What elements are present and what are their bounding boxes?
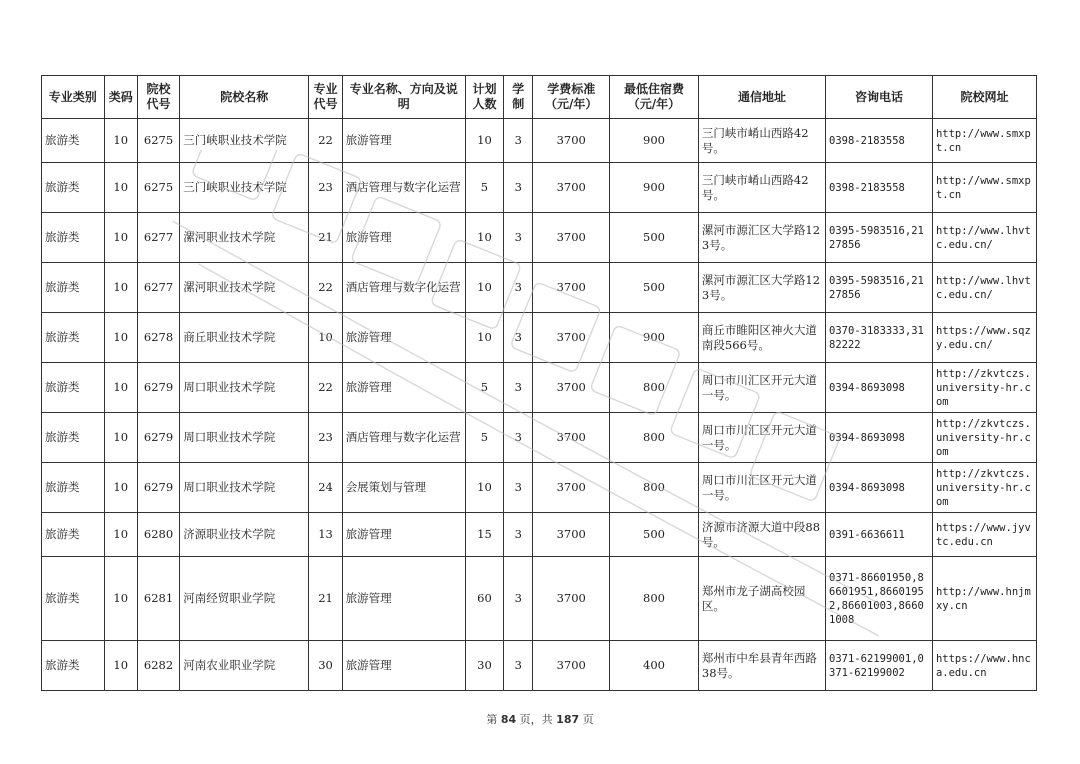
cell-major-code: 22 [309,119,342,163]
cell-address: 周口市川汇区开元大道一号。 [698,463,825,513]
page-suffix: 页 [582,713,594,726]
cell-phone: 0394-8693098 [826,363,933,413]
header-col-school-name: 院校名称 [180,76,309,119]
header-col-website: 院校网址 [932,76,1036,119]
cell-school-name: 济源职业技术学院 [180,513,309,557]
cell-class-code: 10 [104,463,137,513]
cell-school-code: 6279 [137,413,179,463]
table-body [42,119,1037,691]
cell-plan-count: 5 [465,363,503,413]
cell-school-code: 6278 [137,313,179,363]
header-col-duration: 学制 [504,76,533,119]
header-col-major-code: 专业代号 [309,76,342,119]
cell-housing: 400 [610,641,699,691]
cell-school-code: 6275 [137,163,179,213]
cell-phone: 0371-62199001,0371-62199002 [826,641,933,691]
page-current: 84 [500,713,517,726]
cell-duration: 3 [504,413,533,463]
cell-plan-count: 5 [465,163,503,213]
cell-address: 商丘市睢阳区神火大道南段566号。 [698,313,825,363]
cell-tuition: 3700 [533,163,610,213]
cell-phone: 0395-5983516,2127856 [826,263,933,313]
cell-address: 郑州市中牟县青年西路38号。 [698,641,825,691]
cell-major-code: 24 [309,463,342,513]
table-row [42,557,1037,641]
header-col-major-name: 专业名称、方向及说明 [342,76,465,119]
table-row [42,413,1037,463]
cell-housing: 800 [610,557,699,641]
cell-phone: 0370-3183333,3182222 [826,313,933,363]
cell-major-name: 会展策划与管理 [342,463,465,513]
cell-major-name: 旅游管理 [342,557,465,641]
cell-phone: 0395-5983516,2127856 [826,213,933,263]
cell-class-code: 10 [104,213,137,263]
cell-housing: 800 [610,413,699,463]
cell-major-code: 21 [309,557,342,641]
cell-school-code: 6282 [137,641,179,691]
cell-website[interactable]: https://www.jyvtc.edu.cn [932,513,1036,557]
cell-phone: 0398-2183558 [826,163,933,213]
cell-class-code: 10 [104,363,137,413]
cell-housing: 500 [610,213,699,263]
table-row [42,213,1037,263]
cell-address: 三门峡市崤山西路42号。 [698,163,825,213]
page-mid: 页，共 [519,713,553,726]
cell-website[interactable]: http://www.hnjmxy.cn [932,557,1036,641]
cell-address: 漯河市源汇区大学路123号。 [698,263,825,313]
cell-class-code: 10 [104,413,137,463]
cell-category: 旅游类 [42,363,105,413]
cell-duration: 3 [504,119,533,163]
cell-school-name: 河南农业职业学院 [180,641,309,691]
cell-phone: 0391-6636611 [826,513,933,557]
cell-website[interactable]: http://zkvtczs.university-hr.com [932,363,1036,413]
cell-category: 旅游类 [42,557,105,641]
cell-major-code: 13 [309,513,342,557]
cell-class-code: 10 [104,263,137,313]
cell-website[interactable]: http://www.lhvtc.edu.cn/ [932,213,1036,263]
cell-tuition: 3700 [533,213,610,263]
cell-major-code: 23 [309,163,342,213]
cell-tuition: 3700 [533,557,610,641]
table-header-row [42,76,1037,119]
cell-plan-count: 30 [465,641,503,691]
cell-major-name: 旅游管理 [342,513,465,557]
cell-plan-count: 10 [465,213,503,263]
cell-website[interactable]: http://www.lhvtc.edu.cn/ [932,263,1036,313]
cell-housing: 900 [610,313,699,363]
cell-class-code: 10 [104,119,137,163]
cell-duration: 3 [504,163,533,213]
cell-phone: 0371-86601950,86601951,86601952,86601003,86601008 [826,557,933,641]
cell-class-code: 10 [104,557,137,641]
cell-school-code: 6280 [137,513,179,557]
cell-major-code: 22 [309,363,342,413]
cell-website[interactable]: http://www.smxpt.cn [932,163,1036,213]
cell-school-name: 漯河职业技术学院 [180,263,309,313]
cell-housing: 500 [610,513,699,557]
page-total: 187 [556,713,580,726]
cell-tuition: 3700 [533,313,610,363]
cell-category: 旅游类 [42,263,105,313]
cell-school-code: 6279 [137,363,179,413]
cell-website[interactable]: https://www.sqzy.edu.cn/ [932,313,1036,363]
cell-tuition: 3700 [533,119,610,163]
cell-major-name: 酒店管理与数字化运营 [342,413,465,463]
cell-duration: 3 [504,363,533,413]
cell-major-name: 旅游管理 [342,641,465,691]
cell-housing: 800 [610,363,699,413]
cell-category: 旅游类 [42,641,105,691]
page-footer [0,711,1080,727]
cell-website[interactable]: https://www.hnca.edu.cn [932,641,1036,691]
cell-website[interactable]: http://www.smxpt.cn [932,119,1036,163]
cell-class-code: 10 [104,513,137,557]
cell-housing: 900 [610,163,699,213]
cell-major-name: 旅游管理 [342,313,465,363]
header-col-tuition: 学费标准（元/年） [533,76,610,119]
cell-plan-count: 15 [465,513,503,557]
cell-school-name: 三门峡职业技术学院 [180,163,309,213]
cell-address: 漯河市源汇区大学路123号。 [698,213,825,263]
cell-address: 郑州市龙子湖高校园区。 [698,557,825,641]
cell-major-name: 旅游管理 [342,119,465,163]
header-col-class-code: 类码 [104,76,137,119]
cell-tuition: 3700 [533,413,610,463]
cell-plan-count: 5 [465,413,503,463]
cell-category: 旅游类 [42,463,105,513]
cell-duration: 3 [504,463,533,513]
table-row [42,163,1037,213]
cell-school-code: 6279 [137,463,179,513]
cell-category: 旅游类 [42,413,105,463]
cell-school-name: 周口职业技术学院 [180,463,309,513]
cell-category: 旅游类 [42,313,105,363]
cell-class-code: 10 [104,313,137,363]
cell-class-code: 10 [104,641,137,691]
cell-category: 旅游类 [42,213,105,263]
cell-school-name: 商丘职业技术学院 [180,313,309,363]
cell-website[interactable]: http://zkvtczs.university-hr.com [932,463,1036,513]
cell-category: 旅游类 [42,513,105,557]
cell-duration: 3 [504,557,533,641]
cell-school-code: 6277 [137,263,179,313]
cell-category: 旅游类 [42,119,105,163]
cell-major-code: 23 [309,413,342,463]
table-row [42,119,1037,163]
cell-housing: 900 [610,119,699,163]
header-col-category: 专业类别 [42,76,105,119]
cell-duration: 3 [504,513,533,557]
admissions-table-wrapper [41,75,1037,691]
cell-school-name: 周口职业技术学院 [180,413,309,463]
cell-school-name: 漯河职业技术学院 [180,213,309,263]
cell-plan-count: 10 [465,263,503,313]
cell-school-name: 三门峡职业技术学院 [180,119,309,163]
cell-plan-count: 60 [465,557,503,641]
table-row [42,463,1037,513]
cell-major-code: 10 [309,313,342,363]
cell-major-name: 旅游管理 [342,213,465,263]
header-col-address: 通信地址 [698,76,825,119]
cell-school-code: 6281 [137,557,179,641]
cell-plan-count: 10 [465,463,503,513]
cell-school-name: 河南经贸职业学院 [180,557,309,641]
cell-phone: 0394-8693098 [826,413,933,463]
table-row [42,363,1037,413]
cell-housing: 800 [610,463,699,513]
cell-housing: 500 [610,263,699,313]
table-row [42,641,1037,691]
cell-duration: 3 [504,263,533,313]
cell-address: 周口市川汇区开元大道一号。 [698,363,825,413]
cell-address: 三门峡市崤山西路42号。 [698,119,825,163]
header-col-plan-count: 计划人数 [465,76,503,119]
table-row [42,513,1037,557]
header-col-housing: 最低住宿费（元/年） [610,76,699,119]
cell-major-name: 酒店管理与数字化运营 [342,263,465,313]
cell-tuition: 3700 [533,363,610,413]
cell-address: 济源市济源大道中段88号。 [698,513,825,557]
cell-major-name: 旅游管理 [342,363,465,413]
cell-duration: 3 [504,313,533,363]
cell-website[interactable]: http://zkvtczs.university-hr.com [932,413,1036,463]
cell-tuition: 3700 [533,263,610,313]
page-prefix: 第 [486,713,498,726]
cell-address: 周口市川汇区开元大道一号。 [698,413,825,463]
cell-tuition: 3700 [533,463,610,513]
cell-plan-count: 10 [465,313,503,363]
table-row [42,313,1037,363]
cell-major-code: 30 [309,641,342,691]
cell-phone: 0394-8693098 [826,463,933,513]
cell-major-name: 酒店管理与数字化运营 [342,163,465,213]
cell-duration: 3 [504,213,533,263]
cell-category: 旅游类 [42,163,105,213]
cell-tuition: 3700 [533,641,610,691]
cell-class-code: 10 [104,163,137,213]
admissions-table [41,75,1037,691]
table-row [42,263,1037,313]
cell-tuition: 3700 [533,513,610,557]
header-col-school-code: 院校代号 [137,76,179,119]
cell-major-code: 22 [309,263,342,313]
cell-school-code: 6277 [137,213,179,263]
cell-major-code: 21 [309,213,342,263]
cell-phone: 0398-2183558 [826,119,933,163]
cell-school-code: 6275 [137,119,179,163]
cell-school-name: 周口职业技术学院 [180,363,309,413]
cell-plan-count: 10 [465,119,503,163]
header-col-phone: 咨询电话 [826,76,933,119]
cell-duration: 3 [504,641,533,691]
